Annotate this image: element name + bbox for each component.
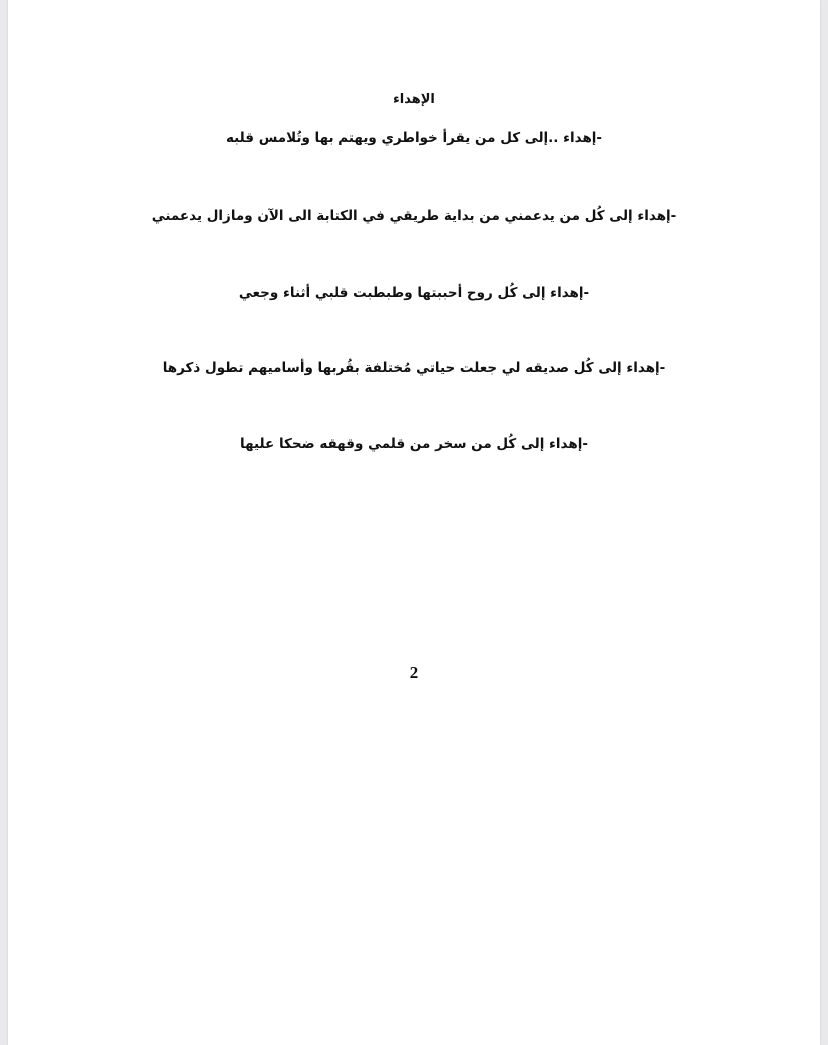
dedication-line-5: -إهداء إلى كُل من سخر من قلمي وقهقه ضحكا عليها bbox=[240, 436, 588, 452]
page-number: 2 bbox=[409, 663, 419, 682]
document-page bbox=[8, 0, 820, 1045]
dedication-line-2: -إهداء إلى كُل من يدعمني من بداية طريقي في الكتابة الى الآن ومازال يدعمني bbox=[151, 208, 677, 224]
dedication-line-3: -إهداء إلى كُل روح أحببتها وطبطبت قلبي أثناء وجعي bbox=[238, 285, 590, 301]
dedication-line-1: -إهداء ..إلى كل من يقرأ خواطري ويهتم بها وتُلامس قلبه bbox=[225, 130, 603, 146]
dedication-line-4: -إهداء إلى كُل صديقه لي جعلت حياتي مُختلفة بقُربها وأساميهم تطول ذكرها bbox=[162, 360, 666, 376]
page-title: الإهداء bbox=[393, 92, 435, 107]
